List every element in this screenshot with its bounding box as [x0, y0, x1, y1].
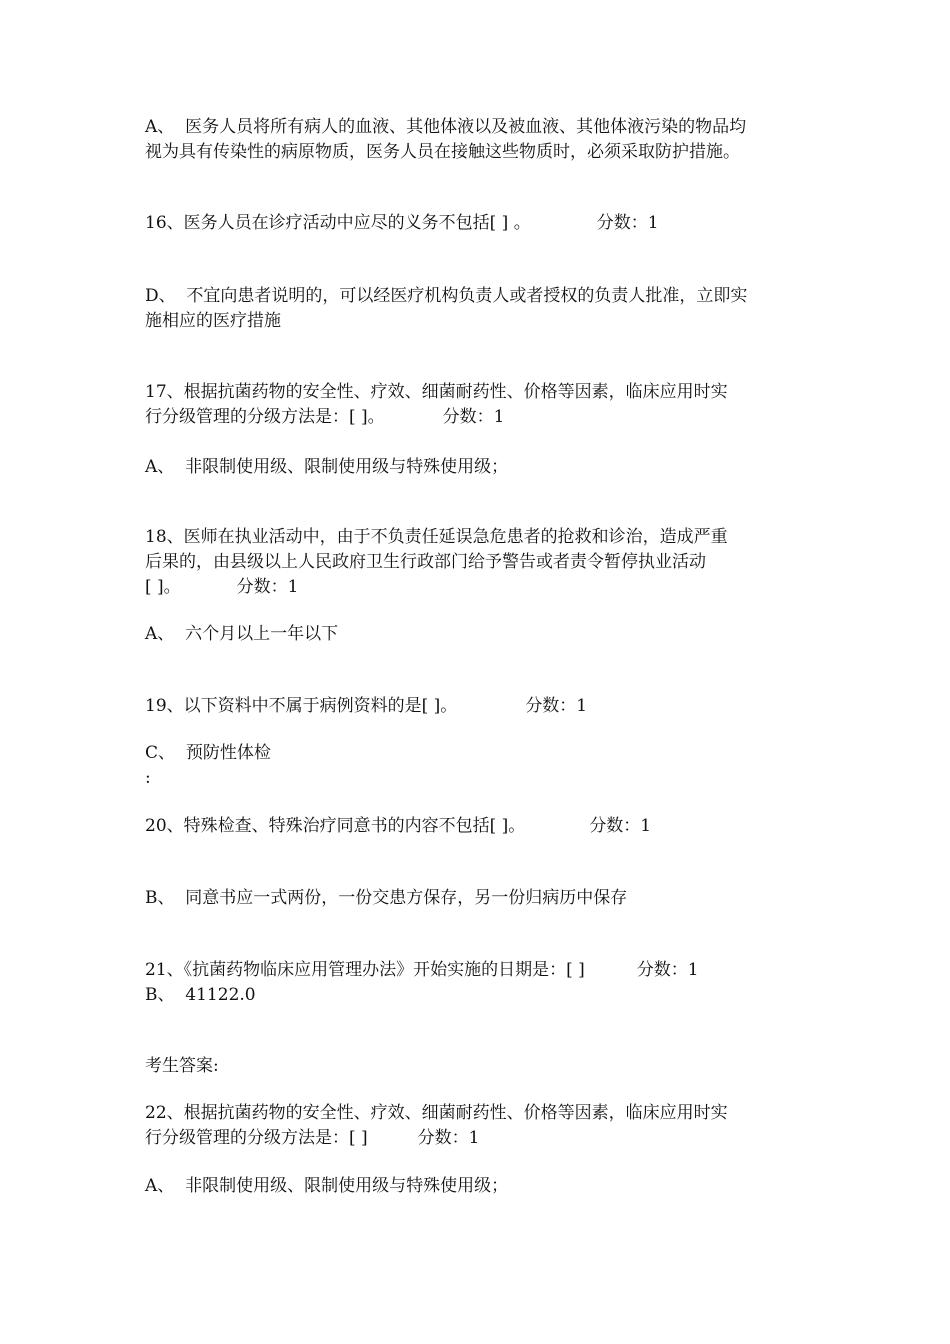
- question-17-score: 分数：1: [442, 407, 505, 427]
- examinee-answer-label: 考生答案:: [145, 1056, 219, 1076]
- answer-19-c-extra: :: [145, 768, 151, 788]
- answer-18-a: A、 六个月以上一年以下: [145, 624, 339, 644]
- question-16: [145, 211, 815, 236]
- question-22-line2: [145, 1126, 815, 1151]
- answer-a-top-line1: A、 医务人员将所有病人的血液、其他体液以及被血液、其他体液污染的物品均: [145, 117, 747, 137]
- question-16-text: 16、医务人员在诊疗活动中应尽的义务不包括[ ] 。: [145, 213, 531, 233]
- answer-a-top-line2: 视为具有传染性的病原物质，医务人员在接触这些物质时，必须采取防护措施。: [145, 142, 740, 162]
- question-21-score: 分数：1: [636, 960, 699, 980]
- question-18-score: 分数：1: [236, 577, 299, 597]
- answer-16-d-line2: 施相应的医疗措施: [145, 311, 281, 331]
- question-20-score: 分数：1: [589, 816, 652, 836]
- question-18-text: [ ]。: [145, 577, 181, 597]
- question-22-text: 行分级管理的分级方法是：[ ]: [145, 1128, 368, 1148]
- question-20-text: 20、特殊检查、特殊治疗同意书的内容不包括[ ]。: [145, 816, 526, 836]
- answer-21-b: B、 41122.0: [145, 985, 256, 1005]
- question-20: [145, 814, 815, 839]
- question-19: [145, 694, 815, 719]
- answer-19-c: C、 预防性体检: [145, 743, 271, 763]
- question-17-text: 行分级管理的分级方法是：[ ]。: [145, 407, 385, 427]
- question-19-score: 分数：1: [525, 696, 588, 716]
- question-21-text: 21、《抗菌药物临床应用管理办法》开始实施的日期是：[ ]: [145, 960, 585, 980]
- answer-20-b: B、 同意书应一式两份，一份交患方保存，另一份归病历中保存: [145, 888, 628, 908]
- question-16-score: 分数：1: [596, 213, 659, 233]
- question-22-score: 分数：1: [417, 1128, 480, 1148]
- question-22-line1: 22、根据抗菌药物的安全性、疗效、细菌耐药性、价格等因素，临床应用时实: [145, 1103, 728, 1123]
- question-17-line1: 17、根据抗菌药物的安全性、疗效、细菌耐药性、价格等因素，临床应用时实: [145, 382, 728, 402]
- question-18-line2: 后果的，由县级以上人民政府卫生行政部门给予警告或者责令暂停执业活动: [145, 552, 706, 572]
- question-18-line1: 18、医师在执业活动中，由于不负责任延误急危患者的抢救和诊治，造成严重: [145, 527, 728, 547]
- question-19-text: 19、以下资料中不属于病例资料的是[ ]。: [145, 696, 458, 716]
- answer-16-d-line1: D、 不宜向患者说明的，可以经医疗机构负责人或者授权的负责人批准，立即实: [145, 286, 748, 306]
- question-17-line2: [145, 405, 815, 430]
- answer-22-a: A、 非限制使用级、限制使用级与特殊使用级；: [145, 1176, 509, 1196]
- question-18-line3: [145, 575, 815, 600]
- answer-17-a: A、 非限制使用级、限制使用级与特殊使用级；: [145, 457, 509, 477]
- question-21: [145, 958, 815, 983]
